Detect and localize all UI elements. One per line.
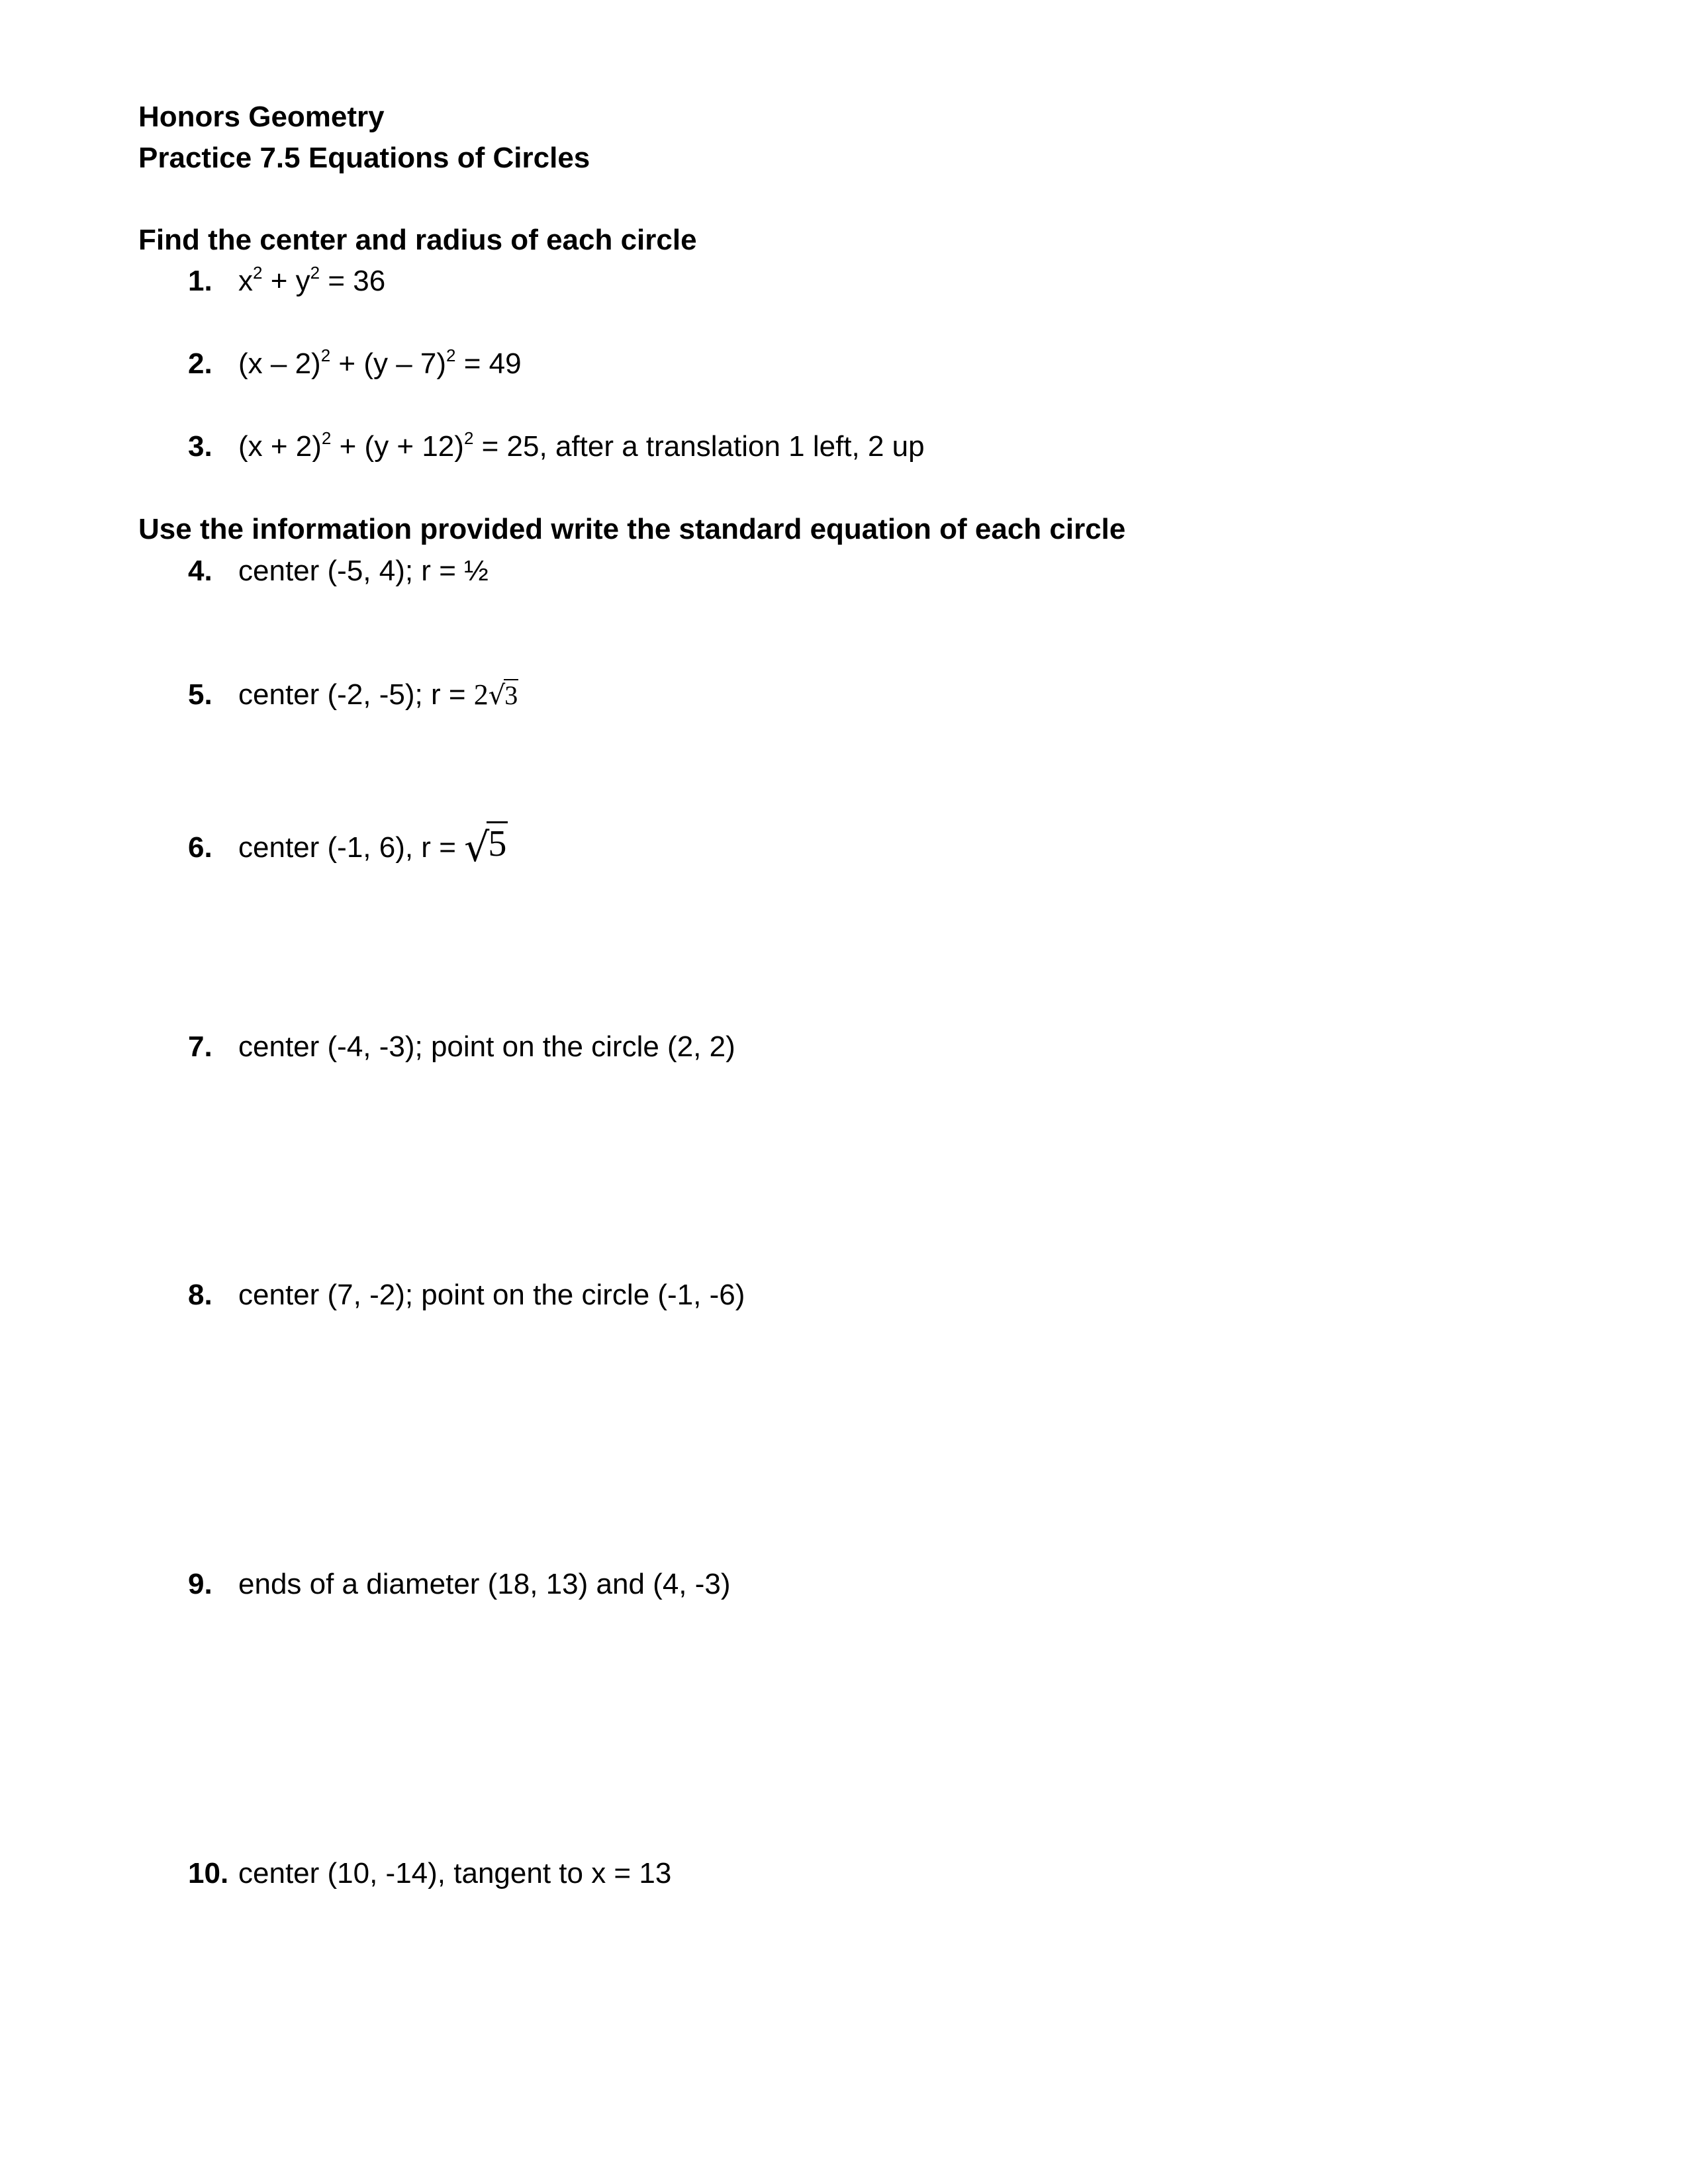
problem-number: 4. bbox=[188, 555, 212, 587]
problem-number: 1. bbox=[188, 265, 212, 297]
problem-number: 3. bbox=[188, 430, 212, 463]
problem-8: 8. center (7, -2); point on the circle (-1, -6) bbox=[188, 1279, 745, 1311]
problem-9: 9. ends of a diameter (18, 13) and (4, -3) bbox=[188, 1568, 731, 1600]
square-root-symbol: √ bbox=[464, 825, 490, 871]
problem-number: 2. bbox=[188, 347, 212, 380]
radical-expression: 2√3 bbox=[473, 678, 518, 711]
problem-number: 10. bbox=[188, 1857, 229, 1889]
problem-number: 8. bbox=[188, 1279, 212, 1311]
problem-number: 5. bbox=[188, 678, 212, 711]
course-title: Honors Geometry bbox=[138, 101, 385, 133]
problem-7: 7. center (-4, -3); point on the circle (2, 2) bbox=[188, 1030, 735, 1063]
radical-expression: √5 bbox=[464, 825, 508, 868]
section2-heading: Use the information provided write the standard equation of each circle bbox=[138, 513, 1126, 545]
problem-number: 7. bbox=[188, 1030, 212, 1063]
problem-1: 1. $x^2 + y^2 = 36$ bbox=[188, 263, 386, 297]
problem-number: 9. bbox=[188, 1568, 212, 1600]
problem-10: 10. center (10, -14), tangent to x = 13 bbox=[188, 1857, 672, 1889]
section1-heading: Find the center and radius of each circle bbox=[138, 224, 697, 256]
problem-4: 4. center (-5, 4); r = ½ bbox=[188, 555, 489, 587]
problem-2: 2. (x – 2)$^2$ + (y – 7)$^2$ = 49 bbox=[188, 345, 522, 380]
worksheet-title: Practice 7.5 Equations of Circles bbox=[138, 142, 590, 174]
square-root-symbol: √ bbox=[488, 680, 506, 711]
problem-number: 6. bbox=[188, 831, 212, 864]
problem-5: 5. center (-2, -5); r = 2√3 bbox=[188, 678, 518, 711]
problem-6: 6. center (-1, 6), r = √5 bbox=[188, 825, 508, 868]
problem-3: 3. $(x + 2)^2 + (y + 12)^2 = 25$, after a translation 1 left, 2 up bbox=[188, 428, 925, 463]
